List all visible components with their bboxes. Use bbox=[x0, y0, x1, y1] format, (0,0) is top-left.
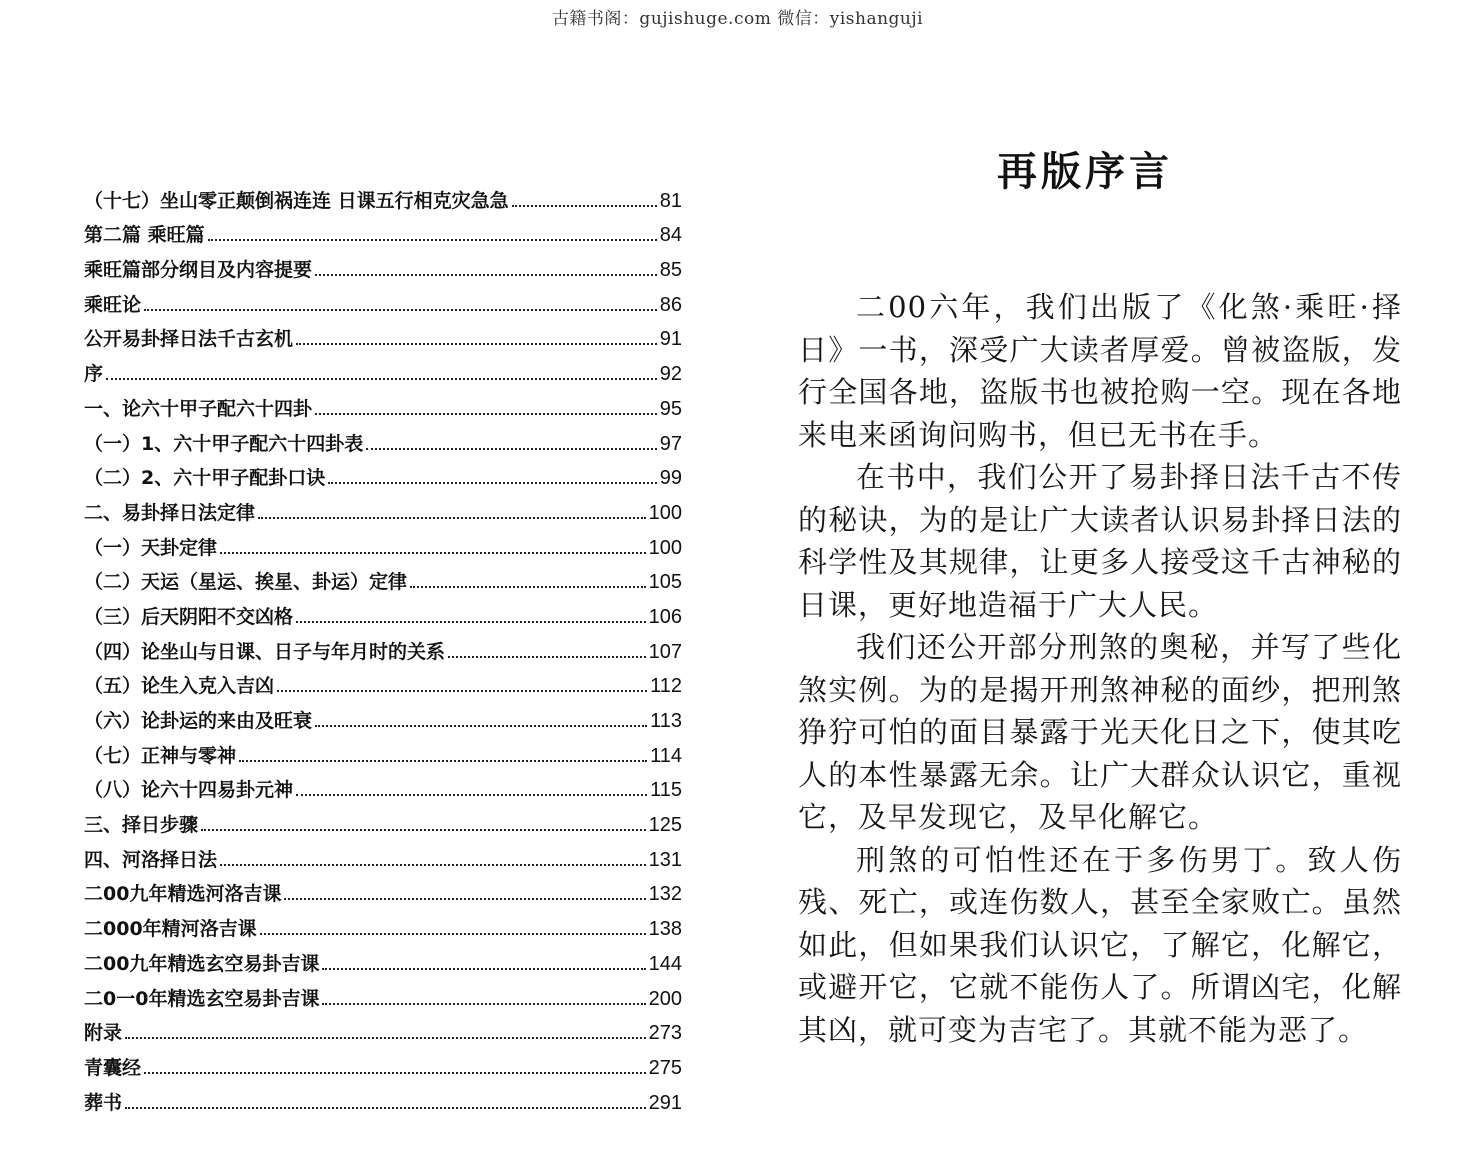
toc-entry-title: （三）后天阴阳不交凶格 bbox=[84, 605, 294, 628]
toc-dot-leader bbox=[284, 898, 645, 900]
toc-dot-leader bbox=[125, 1107, 646, 1109]
toc-entry bbox=[84, 1011, 682, 1046]
toc-entry bbox=[84, 768, 682, 803]
toc-entry bbox=[84, 802, 682, 837]
toc-dot-leader bbox=[106, 378, 657, 380]
toc-entry-title: （八）论六十四易卦元神 bbox=[84, 779, 294, 802]
toc-dot-leader bbox=[315, 413, 657, 415]
toc-entry bbox=[84, 629, 682, 664]
toc-entry-page: 81 bbox=[659, 189, 682, 212]
toc-entry-page: 113 bbox=[650, 710, 682, 732]
toc-entry-page: 97 bbox=[659, 432, 682, 455]
toc-entry bbox=[84, 317, 682, 352]
toc-entry-title: 二00九年精选玄空易卦吉课 bbox=[84, 952, 320, 975]
toc-dot-leader bbox=[296, 343, 657, 345]
toc-entry-page: 112 bbox=[650, 675, 682, 698]
toc-entry-title: 公开易卦择日法千古玄机 bbox=[84, 328, 294, 351]
toc-dot-leader bbox=[315, 725, 647, 727]
toc-entry-title: （五）论生入克入吉凶 bbox=[84, 675, 275, 698]
preface-paragraph: 我们还公开部分刑煞的奥秘，并写了些化煞实例。为的是揭开刑煞神秘的面纱，把刑煞狰狞可怕的面目暴露于光天化日之下，使其吃人的本性暴露无余。让广大群众认识它，重视它，及早发现它，及早化解它。 bbox=[798, 630, 1402, 834]
toc-dot-leader bbox=[260, 933, 646, 935]
toc-entry bbox=[84, 941, 682, 976]
toc-entry bbox=[84, 872, 682, 907]
toc-entry-page: 114 bbox=[650, 744, 682, 767]
toc-entry-title: （一）1、六十甲子配六十四卦表 bbox=[84, 432, 364, 455]
toc-dot-leader bbox=[220, 552, 646, 554]
toc-entry-title: 第二篇 乘旺篇 bbox=[84, 224, 205, 247]
toc-entry-title: 二0一0年精选玄空易卦吉课 bbox=[84, 987, 320, 1010]
toc-entry-title: 二、易卦择日法定律 bbox=[84, 501, 256, 524]
toc-dot-leader bbox=[296, 621, 646, 623]
preface-paragraph: 刑煞的可怕性还在于多伤男丁。致人伤残、死亡，或连伤数人，甚至全家败亡。虽然如此，但如果我们认识它，了解它，化解它，或避开它，它就不能伤人了。所谓凶宅，化解其凶，就可变为吉宅了。其就不能为恶了。 bbox=[798, 842, 1402, 1047]
toc-entry-page: 99 bbox=[659, 467, 682, 490]
toc-entry-page: 200 bbox=[648, 987, 682, 1010]
toc-entry-title: 乘旺篇部分纲目及内容提要 bbox=[84, 259, 313, 282]
toc-entry-page: 125 bbox=[648, 814, 682, 837]
toc-dot-leader bbox=[322, 1003, 645, 1005]
toc-entry-page: 106 bbox=[648, 605, 682, 628]
toc-entry-page: 105 bbox=[648, 571, 682, 594]
toc-entry bbox=[84, 456, 682, 491]
toc-entry-page: 91 bbox=[659, 328, 682, 351]
toc-entry bbox=[84, 906, 682, 941]
toc-entry bbox=[84, 976, 682, 1011]
toc-entry bbox=[84, 837, 682, 872]
watermark: 古籍书阁：gujishuge.com 微信：yishanguji bbox=[551, 9, 924, 29]
toc-dot-leader bbox=[315, 274, 657, 276]
toc-entry-page: 275 bbox=[648, 1056, 682, 1079]
toc-entry-title: 一、论六十甲子配六十四卦 bbox=[84, 397, 313, 420]
toc-dot-leader bbox=[144, 309, 657, 311]
toc-dot-leader bbox=[258, 517, 646, 519]
toc-entry-title: 四、河洛择日法 bbox=[84, 848, 218, 871]
toc-entry-page: 95 bbox=[659, 397, 682, 420]
toc-entry-title: 二000年精河洛吉课 bbox=[84, 918, 257, 941]
toc-dot-leader bbox=[322, 968, 645, 970]
toc-entry-title: 二00九年精选河洛吉课 bbox=[84, 883, 282, 906]
toc-entry bbox=[84, 386, 682, 421]
toc-entry bbox=[84, 594, 682, 629]
toc-dot-leader bbox=[448, 656, 646, 658]
toc-entry-page: 92 bbox=[659, 363, 682, 386]
toc-dot-leader bbox=[366, 448, 657, 450]
toc-entry-title: 乘旺论 bbox=[84, 293, 142, 316]
toc-entry-title: 葬书 bbox=[84, 1091, 123, 1114]
toc-dot-leader bbox=[208, 239, 657, 241]
toc-entry-title: （七）正神与零神 bbox=[84, 744, 237, 767]
toc-entry-page: 107 bbox=[648, 640, 682, 663]
toc-entry-title: 青囊经 bbox=[84, 1056, 142, 1079]
toc-entry-page: 85 bbox=[659, 259, 682, 282]
toc-dot-leader bbox=[125, 1037, 646, 1039]
toc-entry-page: 100 bbox=[648, 536, 682, 559]
toc-entry bbox=[84, 213, 682, 248]
toc-entry-title: （二）2、六十甲子配卦口诀 bbox=[84, 467, 326, 490]
toc-entry-title: （二）天运（星运、挨星、卦运）定律 bbox=[84, 571, 408, 594]
toc-entry-title: （四）论坐山与日课、日子与年月时的关系 bbox=[84, 640, 446, 663]
toc-dot-leader bbox=[410, 586, 646, 588]
toc-entry-page: 291 bbox=[648, 1091, 682, 1114]
toc-dot-leader bbox=[512, 205, 657, 207]
toc-entry-title: 三、择日步骤 bbox=[84, 814, 199, 837]
table-of-contents bbox=[84, 178, 682, 1115]
toc-entry-title: （六）论卦运的来由及旺衰 bbox=[84, 710, 313, 732]
toc-dot-leader bbox=[220, 864, 646, 866]
toc-entry bbox=[84, 698, 682, 733]
toc-entry bbox=[84, 247, 682, 282]
preface-paragraph: 在书中，我们公开了易卦择日法千古不传的秘诀，为的是让广大读者认识易卦择日法的科学性及其规律，让更多人接受这千古神秘的日课，更好地造福于广大人民。 bbox=[798, 460, 1402, 622]
toc-dot-leader bbox=[144, 1072, 646, 1074]
toc-entry-page: 144 bbox=[648, 952, 682, 975]
toc-entry-page: 84 bbox=[659, 224, 682, 247]
toc-entry bbox=[84, 1045, 682, 1080]
toc-entry-title: 附录 bbox=[84, 1022, 123, 1045]
toc-entry-page: 86 bbox=[659, 293, 682, 316]
toc-dot-leader bbox=[328, 482, 657, 484]
toc-entry bbox=[84, 490, 682, 525]
toc-entry bbox=[84, 421, 682, 456]
toc-entry-title: （十七）坐山零正颠倒祸连连 日课五行相克灾急急 bbox=[84, 189, 509, 212]
toc-dot-leader bbox=[277, 690, 647, 692]
toc-entry-title: （一）天卦定律 bbox=[84, 536, 218, 559]
toc-entry bbox=[84, 560, 682, 595]
toc-entry bbox=[84, 282, 682, 317]
preface-title: 再版序言 bbox=[997, 149, 1173, 195]
toc-dot-leader bbox=[296, 794, 647, 796]
toc-entry bbox=[84, 351, 682, 386]
toc-entry bbox=[84, 1080, 682, 1115]
toc-entry bbox=[84, 664, 682, 699]
toc-entry-page: 131 bbox=[648, 848, 682, 871]
toc-entry bbox=[84, 733, 682, 768]
toc-entry bbox=[84, 525, 682, 560]
toc-entry-page: 115 bbox=[650, 779, 682, 802]
toc-entry-page: 273 bbox=[648, 1022, 682, 1045]
toc-entry bbox=[84, 178, 682, 213]
toc-entry-page: 100 bbox=[648, 501, 682, 524]
toc-entry-page: 138 bbox=[648, 918, 682, 941]
preface-paragraph: 二00六年，我们出版了《化煞·乘旺·择日》一书，深受广大读者厚爱。曾被盗版，发行全国各地，盗版书也被抢购一空。现在各地来电来函询问购书，但已无书在手。 bbox=[798, 290, 1402, 452]
toc-entry-page: 132 bbox=[648, 883, 682, 906]
toc-dot-leader bbox=[239, 760, 647, 762]
toc-entry-title: 序 bbox=[84, 363, 104, 386]
preface-body bbox=[798, 286, 1402, 1051]
toc-dot-leader bbox=[201, 829, 646, 831]
